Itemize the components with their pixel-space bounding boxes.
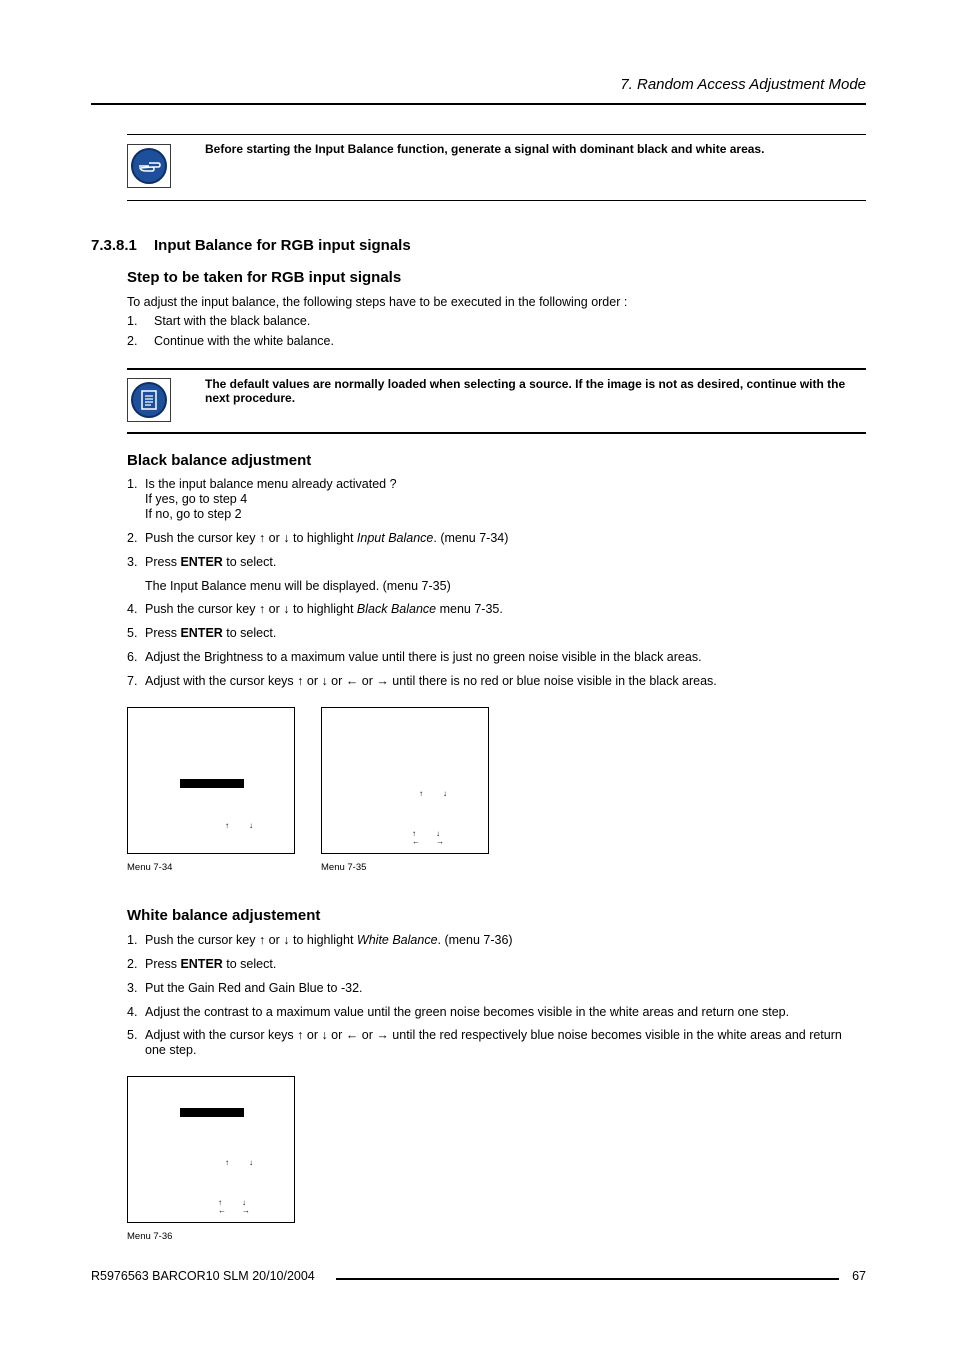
footer-document-id: R5976563 BARCOR10 SLM 20/10/2004 [91, 1269, 315, 1283]
down-arrow-icon: ↓ [436, 829, 440, 838]
header-rule [91, 103, 866, 105]
step-text: If no, go to step 2 [145, 507, 242, 521]
down-arrow-icon: ↓ [242, 1198, 246, 1207]
footer-rule [336, 1278, 839, 1280]
up-arrow-icon: ↑ [225, 821, 229, 830]
document-icon [127, 378, 171, 422]
right-arrow-icon: → [242, 1206, 250, 1215]
step-number: 1. [127, 477, 138, 491]
up-arrow-icon: ↑ [218, 1198, 222, 1207]
step-number: 3. [127, 981, 138, 995]
note-top-rule [127, 134, 866, 135]
white-balance-title: White balance adjustement [127, 907, 321, 924]
note-text: The default values are normally loaded when selecting a source. If the image is not as desired, continue with the next procedure. [205, 377, 846, 405]
left-arrow-icon: ← [412, 837, 420, 846]
step-number: 2. [127, 531, 138, 545]
note-bottom-rule [127, 200, 866, 201]
right-arrow-icon: → [436, 837, 444, 846]
down-arrow-icon: ↓ [443, 789, 447, 798]
menu-highlight-bar [180, 1108, 244, 1117]
step-text: one step. [145, 1043, 197, 1057]
step-text: Adjust with the cursor keys ↑ or ↓ or ← or → until the red respectively blue noise becomes visible in the white areas and return [145, 1028, 842, 1042]
black-balance-title: Black balance adjustment [127, 452, 312, 469]
step-text: Is the input balance menu already activated ? [145, 477, 397, 491]
step-number: 2. [127, 957, 138, 971]
step-text: Adjust the Brightness to a maximum value until there is just no green noise visible in the black areas. [145, 650, 702, 664]
note-text: Before starting the Input Balance function, generate a signal with dominant black and white areas. [205, 142, 765, 156]
page-number: 67 [852, 1269, 866, 1283]
step-text: Start with the black balance. [154, 314, 311, 328]
menu-7-36-image [127, 1076, 295, 1223]
menu-caption: Menu 7-36 [127, 1231, 173, 1242]
step-text: If yes, go to step 4 [145, 492, 248, 506]
section-title: Input Balance for RGB input signals [154, 237, 411, 254]
step-number: 2. [127, 334, 138, 348]
step-text: Press ENTER to select. [145, 957, 277, 971]
step-text: Put the Gain Red and Gain Blue to -32. [145, 981, 363, 995]
step-text: Press ENTER to select. [145, 626, 277, 640]
menu-highlight-bar [180, 779, 244, 788]
step-number: 3. [127, 555, 138, 569]
step-text: Adjust the contrast to a maximum value until the green noise becomes visible in the white areas and return one step. [145, 1005, 790, 1019]
pointing-hand-icon [127, 144, 171, 188]
down-arrow-icon: ↓ [249, 1158, 253, 1167]
subsection-title: Step to be taken for RGB input signals [127, 269, 402, 286]
step-text: Push the cursor key ↑ or ↓ to highlight Input Balance. (menu 7-34) [145, 531, 509, 545]
step-text: Press ENTER to select. [145, 555, 277, 569]
menu-caption: Menu 7-35 [321, 862, 367, 873]
up-arrow-icon: ↑ [419, 789, 423, 798]
step-number: 4. [127, 602, 138, 616]
step-number: 1. [127, 314, 138, 328]
step-text: Adjust with the cursor keys ↑ or ↓ or ← or → until there is no red or blue noise visible in the black areas. [145, 674, 717, 688]
menu-caption: Menu 7-34 [127, 862, 173, 873]
step-text: Push the cursor key ↑ or ↓ to highlight Black Balance menu 7-35. [145, 602, 503, 616]
section-number: 7.3.8.1 [91, 237, 137, 254]
chapter-title: 7. Random Access Adjustment Mode [620, 76, 866, 93]
menu-7-34-image [127, 707, 295, 854]
up-arrow-icon: ↑ [412, 829, 416, 838]
step-number: 4. [127, 1005, 138, 1019]
step-number: 6. [127, 650, 138, 664]
note-top-rule [127, 368, 866, 370]
up-arrow-icon: ↑ [225, 1158, 229, 1167]
step-number: 1. [127, 933, 138, 947]
step-subtext: The Input Balance menu will be displayed. (menu 7-35) [145, 579, 451, 593]
step-number: 7. [127, 674, 138, 688]
step-text: Continue with the white balance. [154, 334, 334, 348]
step-text: Push the cursor key ↑ or ↓ to highlight White Balance. (menu 7-36) [145, 933, 513, 947]
intro-text: To adjust the input balance, the following steps have to be executed in the following order : [127, 295, 628, 309]
step-number: 5. [127, 1028, 138, 1042]
down-arrow-icon: ↓ [249, 821, 253, 830]
left-arrow-icon: ← [218, 1206, 226, 1215]
note-bottom-rule [127, 432, 866, 434]
step-number: 5. [127, 626, 138, 640]
menu-7-35-image [321, 707, 489, 854]
